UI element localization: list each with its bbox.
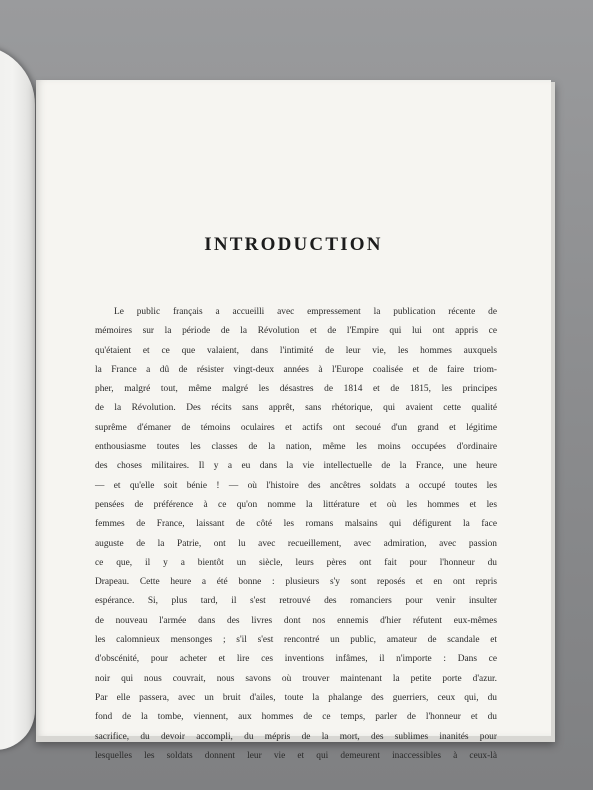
text-line: de la Révolution. Des récits sans apprêt, sans rhétorique, qui avaient cette qualité bbox=[95, 403, 497, 414]
text-line: noir qui nous couvrait, nous savons où trouver maintenant la petite porte d'azur. bbox=[95, 673, 497, 684]
text-line: espérance. Si, plus tard, il s'est retrouvé des romanciers pour venir insulter bbox=[95, 596, 497, 607]
text-line: fond de la tombe, viennent, aux hommes de ce temps, parler de l'honneur et du bbox=[95, 712, 497, 723]
text-line: suprême d'émaner de témoins oculaires et actifs ont secoué d'un grand et légitime bbox=[95, 422, 497, 433]
text-line: pher, malgré tout, même malgré les désastres de 1814 et de 1815, les principes bbox=[95, 384, 497, 395]
text-line: des choses militaires. Il y a eu dans la vie intellectuelle de la France, une heure bbox=[95, 461, 497, 472]
book-page bbox=[36, 80, 551, 761]
text-line: Par elle passera, avec un bruit d'ailes, toute la phalange des guerriers, ceux qui, du bbox=[95, 692, 497, 703]
text-line: mémoires sur la période de la Révolution et de l'Empire qui lui ont appris ce bbox=[95, 326, 497, 337]
text-line: Le public français a accueilli avec empressement la publication récente de bbox=[114, 307, 497, 317]
text-line: auguste de la Patrie, ont lu avec recueillement, avec admiration, avec passion bbox=[95, 538, 497, 549]
text-line: sacrifice, du devoir accompli, du mépris de la mort, des sublimes inanités pour bbox=[95, 731, 497, 742]
text-line: de nouveau l'armée dans des livres dont nos ennemis d'hier réfutent eux-mêmes bbox=[95, 615, 497, 626]
text-line: enthousiasme toutes les classes de la nation, même les moins occupées d'ordinaire bbox=[95, 442, 497, 453]
page-title: INTRODUCTION bbox=[204, 234, 383, 255]
text-line: qu'étaient et ce que valaient, dans l'intimité de leur vie, les hommes auxquels bbox=[95, 345, 497, 356]
text-line: pensées de préférence à ce qu'on nomme la littérature et où les hommes et les bbox=[95, 499, 497, 510]
text-line: la France a dû de résister vingt-deux années à l'Europe coalisée et de faire triom- bbox=[95, 364, 497, 375]
text-line: les calomnieux mensonges ; s'il s'est rencontré un public, amateur de scandale et bbox=[95, 635, 497, 646]
body-text bbox=[95, 303, 497, 766]
text-line: — et qu'elle soit bénie ! — où l'histoire des ancêtres soldats a occupé toutes les bbox=[95, 480, 497, 491]
text-line: lesquelles les soldats donnent leur vie et qui demeurent inaccessibles à ceux-là bbox=[95, 750, 497, 761]
text-line: ce que, il y a bientôt un siècle, leurs pères ont fait pour l'honneur du bbox=[95, 557, 497, 568]
left-page-edge bbox=[0, 45, 35, 750]
text-line: d'obscénité, pour acheter et lire ces inventions infâmes, il n'importe : Dans ce bbox=[95, 654, 497, 665]
text-line: Drapeau. Cette heure a été bonne : plusieurs s'y sont reposés et en ont repris bbox=[95, 577, 497, 588]
text-line: femmes de France, laissant de côté les romans malsains qui défigurent la face bbox=[95, 519, 497, 530]
